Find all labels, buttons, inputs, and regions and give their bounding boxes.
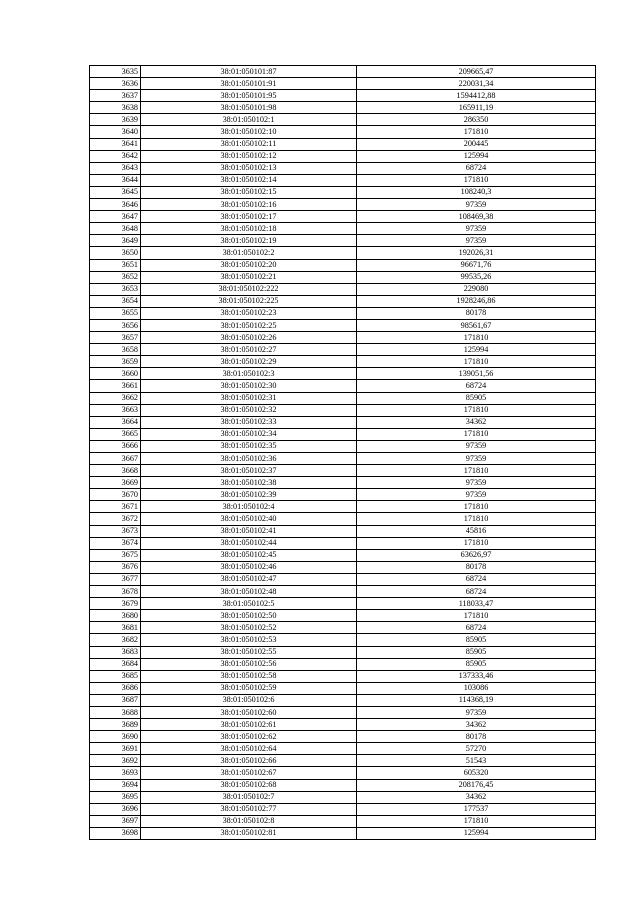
- cadastral-number-cell: 38:01:050101:95: [141, 90, 357, 102]
- cadastral-number-cell: 38:01:050101:98: [141, 102, 357, 114]
- table-row: [90, 755, 596, 767]
- row-number-cell: 3643: [90, 162, 141, 174]
- cadastral-number-cell: 38:01:050102:62: [141, 731, 357, 743]
- value-cell: 171810: [357, 332, 596, 344]
- cadastral-number-cell: 38:01:050102:41: [141, 525, 357, 537]
- value-cell: 97359: [357, 235, 596, 247]
- value-cell: 34362: [357, 791, 596, 803]
- cadastral-number-cell: 38:01:050102:45: [141, 549, 357, 561]
- cadastral-number-cell: 38:01:050102:64: [141, 743, 357, 755]
- table-row: [90, 561, 596, 573]
- cadastral-number-cell: 38:01:050102:59: [141, 682, 357, 694]
- row-number-cell: 3689: [90, 719, 141, 731]
- cadastral-number-cell: 38:01:050102:13: [141, 162, 357, 174]
- cadastral-number-cell: 38:01:050102:46: [141, 561, 357, 573]
- table-row: [90, 682, 596, 694]
- row-number-cell: 3696: [90, 803, 141, 815]
- row-number-cell: 3670: [90, 489, 141, 501]
- cadastral-number-cell: 38:01:050102:16: [141, 199, 357, 211]
- value-cell: 171810: [357, 356, 596, 368]
- row-number-cell: 3662: [90, 392, 141, 404]
- row-number-cell: 3669: [90, 477, 141, 489]
- row-number-cell: 3680: [90, 610, 141, 622]
- table-row: [90, 199, 596, 211]
- value-cell: 68724: [357, 380, 596, 392]
- value-cell: 165911,19: [357, 102, 596, 114]
- cadastral-number-cell: 38:01:050102:25: [141, 319, 357, 331]
- cadastral-number-cell: 38:01:050102:19: [141, 235, 357, 247]
- table-row: [90, 803, 596, 815]
- cadastral-number-cell: 38:01:050102:40: [141, 513, 357, 525]
- value-cell: 229080: [357, 283, 596, 295]
- cadastral-number-cell: 38:01:050102:2: [141, 247, 357, 259]
- table-row: [90, 779, 596, 791]
- table-row: [90, 380, 596, 392]
- table-row: [90, 525, 596, 537]
- value-cell: 171810: [357, 174, 596, 186]
- cadastral-number-cell: 38:01:050102:77: [141, 803, 357, 815]
- value-cell: 80178: [357, 307, 596, 319]
- row-number-cell: 3666: [90, 440, 141, 452]
- table-row: [90, 428, 596, 440]
- row-number-cell: 3688: [90, 706, 141, 718]
- table-row: [90, 307, 596, 319]
- cadastral-number-cell: 38:01:050102:8: [141, 815, 357, 827]
- value-cell: 85905: [357, 646, 596, 658]
- cadastral-number-cell: 38:01:050102:6: [141, 694, 357, 706]
- table-row: [90, 247, 596, 259]
- value-cell: 97359: [357, 199, 596, 211]
- value-cell: 97359: [357, 453, 596, 465]
- value-cell: 45816: [357, 525, 596, 537]
- table-row: [90, 489, 596, 501]
- table-row: [90, 416, 596, 428]
- row-number-cell: 3697: [90, 815, 141, 827]
- table-row: [90, 610, 596, 622]
- row-number-cell: 3667: [90, 453, 141, 465]
- value-cell: 85905: [357, 658, 596, 670]
- value-cell: 114368,19: [357, 694, 596, 706]
- value-cell: 108240,3: [357, 186, 596, 198]
- cadastral-number-cell: 38:01:050102:27: [141, 344, 357, 356]
- value-cell: 97359: [357, 223, 596, 235]
- row-number-cell: 3640: [90, 126, 141, 138]
- row-number-cell: 3676: [90, 561, 141, 573]
- row-number-cell: 3694: [90, 779, 141, 791]
- row-number-cell: 3660: [90, 368, 141, 380]
- row-number-cell: 3682: [90, 634, 141, 646]
- row-number-cell: 3675: [90, 549, 141, 561]
- table-row: [90, 815, 596, 827]
- value-cell: 108469,38: [357, 211, 596, 223]
- table-row: [90, 537, 596, 549]
- value-cell: 605320: [357, 767, 596, 779]
- table-row: [90, 150, 596, 162]
- cadastral-number-cell: 38:01:050102:38: [141, 477, 357, 489]
- value-cell: 34362: [357, 719, 596, 731]
- cadastral-number-cell: 38:01:050102:12: [141, 150, 357, 162]
- value-cell: 80178: [357, 561, 596, 573]
- table-row: [90, 646, 596, 658]
- cadastral-number-cell: 38:01:050102:37: [141, 465, 357, 477]
- table-row: [90, 271, 596, 283]
- table-row: [90, 513, 596, 525]
- cadastral-number-cell: 38:01:050102:33: [141, 416, 357, 428]
- row-number-cell: 3690: [90, 731, 141, 743]
- table-row: [90, 501, 596, 513]
- row-number-cell: 3664: [90, 416, 141, 428]
- table-row: [90, 731, 596, 743]
- table-row: [90, 791, 596, 803]
- value-cell: 171810: [357, 537, 596, 549]
- row-number-cell: 3639: [90, 114, 141, 126]
- table-row: [90, 186, 596, 198]
- value-cell: 192026,31: [357, 247, 596, 259]
- value-cell: 99535,26: [357, 271, 596, 283]
- row-number-cell: 3672: [90, 513, 141, 525]
- value-cell: 1594412,88: [357, 90, 596, 102]
- table-row: [90, 66, 596, 78]
- row-number-cell: 3641: [90, 138, 141, 150]
- table-row: [90, 706, 596, 718]
- cadastral-number-cell: 38:01:050101:91: [141, 78, 357, 90]
- table-row: [90, 440, 596, 452]
- cadastral-number-cell: 38:01:050102:18: [141, 223, 357, 235]
- row-number-cell: 3693: [90, 767, 141, 779]
- row-number-cell: 3686: [90, 682, 141, 694]
- row-number-cell: 3691: [90, 743, 141, 755]
- cadastral-number-cell: 38:01:050102:10: [141, 126, 357, 138]
- value-cell: 63626,97: [357, 549, 596, 561]
- value-cell: 171810: [357, 501, 596, 513]
- cadastral-number-cell: 38:01:050102:29: [141, 356, 357, 368]
- value-cell: 103086: [357, 682, 596, 694]
- value-cell: 137333,46: [357, 670, 596, 682]
- row-number-cell: 3671: [90, 501, 141, 513]
- cadastral-number-cell: 38:01:050102:32: [141, 404, 357, 416]
- value-cell: 286350: [357, 114, 596, 126]
- value-cell: 118033,47: [357, 598, 596, 610]
- value-cell: 171810: [357, 815, 596, 827]
- cadastral-number-cell: 38:01:050102:47: [141, 573, 357, 585]
- table-row: [90, 344, 596, 356]
- value-cell: 171810: [357, 126, 596, 138]
- table-row: [90, 90, 596, 102]
- row-number-cell: 3668: [90, 465, 141, 477]
- row-number-cell: 3642: [90, 150, 141, 162]
- value-cell: 125994: [357, 344, 596, 356]
- cadastral-number-cell: 38:01:050102:11: [141, 138, 357, 150]
- cadastral-number-cell: 38:01:050102:56: [141, 658, 357, 670]
- table-row: [90, 586, 596, 598]
- table-row: [90, 162, 596, 174]
- value-cell: 1928246,86: [357, 295, 596, 307]
- table-row: [90, 138, 596, 150]
- table-row: [90, 767, 596, 779]
- table-row: [90, 392, 596, 404]
- row-number-cell: 3636: [90, 78, 141, 90]
- row-number-cell: 3649: [90, 235, 141, 247]
- row-number-cell: 3648: [90, 223, 141, 235]
- cadastral-number-cell: 38:01:050102:61: [141, 719, 357, 731]
- value-cell: 68724: [357, 622, 596, 634]
- row-number-cell: 3637: [90, 90, 141, 102]
- value-cell: 97359: [357, 477, 596, 489]
- row-number-cell: 3659: [90, 356, 141, 368]
- cadastral-number-cell: 38:01:050102:4: [141, 501, 357, 513]
- row-number-cell: 3651: [90, 259, 141, 271]
- value-cell: 85905: [357, 634, 596, 646]
- value-cell: 171810: [357, 513, 596, 525]
- row-number-cell: 3655: [90, 307, 141, 319]
- row-number-cell: 3650: [90, 247, 141, 259]
- value-cell: 97359: [357, 489, 596, 501]
- cadastral-number-cell: 38:01:050102:66: [141, 755, 357, 767]
- cadastral-number-cell: 38:01:050102:26: [141, 332, 357, 344]
- cadastral-number-cell: 38:01:050102:39: [141, 489, 357, 501]
- table-row: [90, 368, 596, 380]
- cadastral-number-cell: 38:01:050102:20: [141, 259, 357, 271]
- cadastral-number-cell: 38:01:050102:48: [141, 586, 357, 598]
- table-row: [90, 549, 596, 561]
- row-number-cell: 3674: [90, 537, 141, 549]
- value-cell: 171810: [357, 465, 596, 477]
- value-cell: 68724: [357, 586, 596, 598]
- cadastral-number-cell: 38:01:050102:21: [141, 271, 357, 283]
- cadastral-number-cell: 38:01:050102:15: [141, 186, 357, 198]
- row-number-cell: 3692: [90, 755, 141, 767]
- value-cell: 96671,76: [357, 259, 596, 271]
- value-cell: 125994: [357, 827, 596, 839]
- cadastral-number-cell: 38:01:050102:50: [141, 610, 357, 622]
- cadastral-number-cell: 38:01:050102:5: [141, 598, 357, 610]
- row-number-cell: 3635: [90, 66, 141, 78]
- table-row: [90, 259, 596, 271]
- cadastral-value-table: [89, 65, 596, 840]
- row-number-cell: 3677: [90, 573, 141, 585]
- value-cell: 200445: [357, 138, 596, 150]
- cadastral-number-cell: 38:01:050102:3: [141, 368, 357, 380]
- value-cell: 220031,34: [357, 78, 596, 90]
- row-number-cell: 3681: [90, 622, 141, 634]
- table-row: [90, 114, 596, 126]
- value-cell: 139051,56: [357, 368, 596, 380]
- cadastral-number-cell: 38:01:050102:68: [141, 779, 357, 791]
- cadastral-number-cell: 38:01:050102:36: [141, 453, 357, 465]
- table-row: [90, 598, 596, 610]
- table-row: [90, 453, 596, 465]
- row-number-cell: 3661: [90, 380, 141, 392]
- cadastral-number-cell: 38:01:050102:1: [141, 114, 357, 126]
- row-number-cell: 3695: [90, 791, 141, 803]
- row-number-cell: 3678: [90, 586, 141, 598]
- row-number-cell: 3663: [90, 404, 141, 416]
- cadastral-number-cell: 38:01:050102:67: [141, 767, 357, 779]
- cadastral-number-cell: 38:01:050102:81: [141, 827, 357, 839]
- table-row: [90, 719, 596, 731]
- row-number-cell: 3673: [90, 525, 141, 537]
- table-body: [90, 66, 596, 840]
- table-row: [90, 477, 596, 489]
- row-number-cell: 3658: [90, 344, 141, 356]
- table-row: [90, 670, 596, 682]
- value-cell: 68724: [357, 162, 596, 174]
- row-number-cell: 3652: [90, 271, 141, 283]
- table-row: [90, 694, 596, 706]
- cadastral-number-cell: 38:01:050102:7: [141, 791, 357, 803]
- table-row: [90, 319, 596, 331]
- table-row: [90, 211, 596, 223]
- value-cell: 209665,47: [357, 66, 596, 78]
- value-cell: 68724: [357, 573, 596, 585]
- row-number-cell: 3645: [90, 186, 141, 198]
- table-row: [90, 827, 596, 839]
- table-row: [90, 126, 596, 138]
- table-row: [90, 223, 596, 235]
- table-row: [90, 102, 596, 114]
- table-row: [90, 174, 596, 186]
- table-row: [90, 78, 596, 90]
- value-cell: 208176,45: [357, 779, 596, 791]
- table-row: [90, 622, 596, 634]
- row-number-cell: 3656: [90, 319, 141, 331]
- value-cell: 80178: [357, 731, 596, 743]
- row-number-cell: 3665: [90, 428, 141, 440]
- cadastral-number-cell: 38:01:050102:222: [141, 283, 357, 295]
- cadastral-number-cell: 38:01:050102:225: [141, 295, 357, 307]
- cadastral-number-cell: 38:01:050102:55: [141, 646, 357, 658]
- cadastral-number-cell: 38:01:050102:30: [141, 380, 357, 392]
- table-row: [90, 332, 596, 344]
- row-number-cell: 3687: [90, 694, 141, 706]
- table-row: [90, 634, 596, 646]
- table-row: [90, 743, 596, 755]
- cadastral-number-cell: 38:01:050102:17: [141, 211, 357, 223]
- row-number-cell: 3685: [90, 670, 141, 682]
- cadastral-number-cell: 38:01:050102:60: [141, 706, 357, 718]
- value-cell: 85905: [357, 392, 596, 404]
- cadastral-number-cell: 38:01:050101:87: [141, 66, 357, 78]
- table-row: [90, 295, 596, 307]
- table-row: [90, 404, 596, 416]
- row-number-cell: 3646: [90, 199, 141, 211]
- table-row: [90, 356, 596, 368]
- row-number-cell: 3698: [90, 827, 141, 839]
- table-row: [90, 573, 596, 585]
- cadastral-number-cell: 38:01:050102:53: [141, 634, 357, 646]
- row-number-cell: 3653: [90, 283, 141, 295]
- value-cell: 171810: [357, 404, 596, 416]
- value-cell: 97359: [357, 706, 596, 718]
- row-number-cell: 3638: [90, 102, 141, 114]
- value-cell: 171810: [357, 610, 596, 622]
- cadastral-number-cell: 38:01:050102:23: [141, 307, 357, 319]
- cadastral-number-cell: 38:01:050102:34: [141, 428, 357, 440]
- table-row: [90, 465, 596, 477]
- cadastral-number-cell: 38:01:050102:52: [141, 622, 357, 634]
- table-row: [90, 235, 596, 247]
- value-cell: 57270: [357, 743, 596, 755]
- value-cell: 34362: [357, 416, 596, 428]
- value-cell: 97359: [357, 440, 596, 452]
- row-number-cell: 3654: [90, 295, 141, 307]
- cadastral-number-cell: 38:01:050102:14: [141, 174, 357, 186]
- value-cell: 98561,67: [357, 319, 596, 331]
- row-number-cell: 3679: [90, 598, 141, 610]
- cadastral-number-cell: 38:01:050102:31: [141, 392, 357, 404]
- cadastral-number-cell: 38:01:050102:58: [141, 670, 357, 682]
- table-row: [90, 283, 596, 295]
- value-cell: 51543: [357, 755, 596, 767]
- value-cell: 171810: [357, 428, 596, 440]
- row-number-cell: 3657: [90, 332, 141, 344]
- row-number-cell: 3647: [90, 211, 141, 223]
- cadastral-number-cell: 38:01:050102:35: [141, 440, 357, 452]
- table-row: [90, 658, 596, 670]
- row-number-cell: 3683: [90, 646, 141, 658]
- row-number-cell: 3644: [90, 174, 141, 186]
- cadastral-number-cell: 38:01:050102:44: [141, 537, 357, 549]
- row-number-cell: 3684: [90, 658, 141, 670]
- value-cell: 125994: [357, 150, 596, 162]
- value-cell: 177537: [357, 803, 596, 815]
